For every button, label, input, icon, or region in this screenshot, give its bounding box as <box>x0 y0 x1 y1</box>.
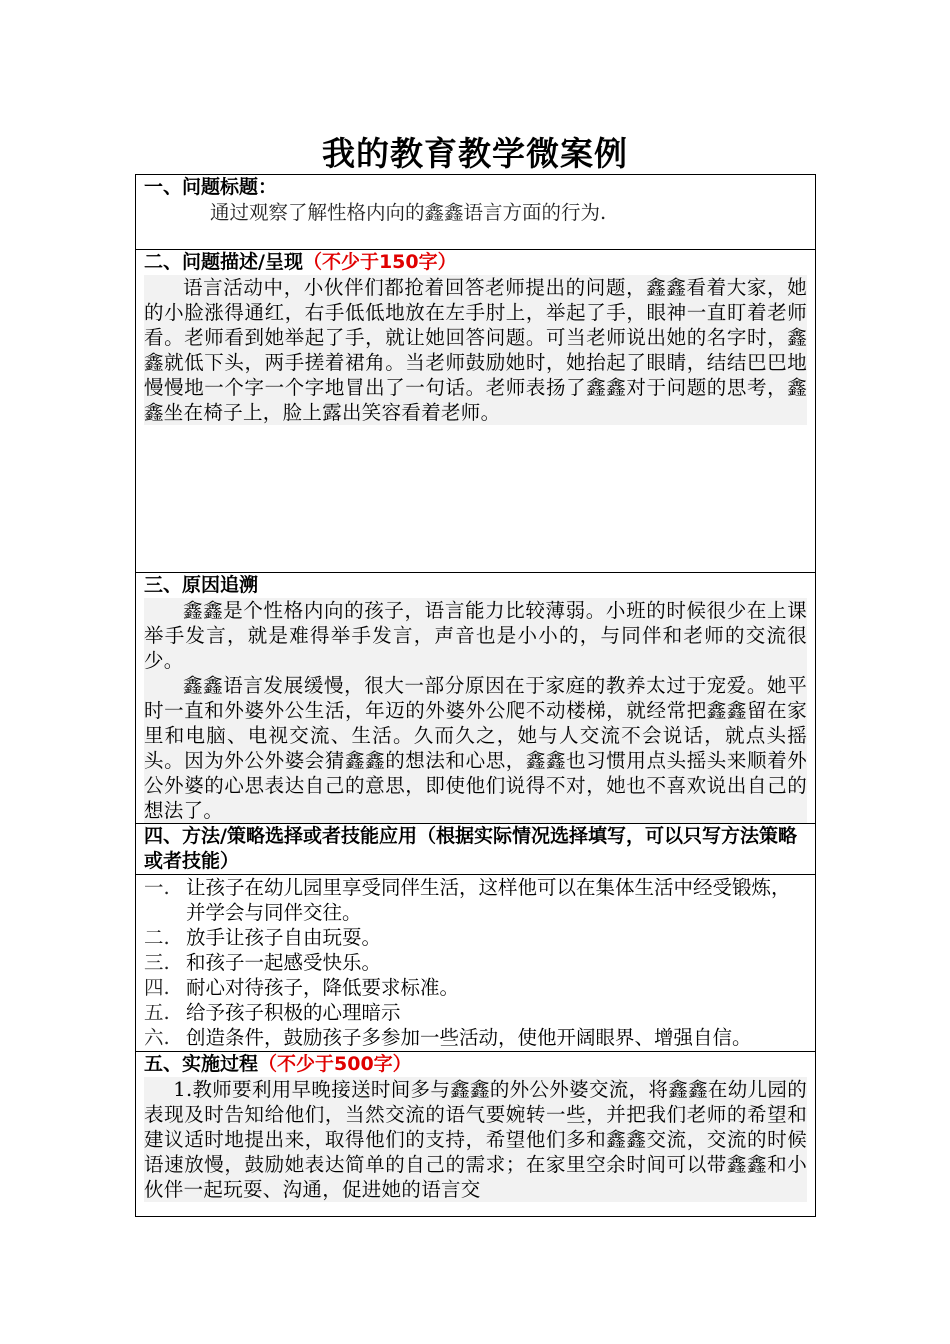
section-1-heading: 一、问题标题： <box>144 176 278 198</box>
section-4-heading: 四、方法/策略选择或者技能应用（根据实际情况选择填写，可以只写方法策略或者技能） <box>144 825 797 872</box>
list-item <box>144 950 807 975</box>
list-text: 和孩子一起感受快乐。 <box>186 951 382 974</box>
section-implementation <box>136 1052 816 1217</box>
list-text: 耐心对待孩子，降低要求标准。 <box>186 976 460 999</box>
section-3-paragraph-2: 鑫鑫语言发展缓慢，很大一部分原因在于家庭的教养太过于宠爱。她平时一直和外婆外公生活，年迈的外婆外公爬不动楼梯，就经常把鑫鑫留在家里和电脑、电视交流、生活。久而久之，她与人交流不会说话，就点头摇头。因为外公外婆会猜鑫鑫的想法和心思，鑫鑫也习惯用点头摇头来顺着外公外婆的心思表达自己的意思，即使他们说得不对，她也不喜欢说出自己的想法了。 <box>144 674 807 822</box>
section-2-heading-line <box>144 250 807 275</box>
section-5-word-count-note: （不少于500字） <box>258 1053 412 1075</box>
page-title: 我的教育教学微案例 <box>322 134 628 173</box>
section-cause-analysis <box>136 573 816 824</box>
list-number: 六. <box>144 1026 170 1049</box>
section-2-word-count-note: （不少于150字） <box>302 251 457 273</box>
section-5-heading: 五、实施过程 <box>144 1053 259 1075</box>
list-text: 让孩子在幼儿园里享受同伴生活，这样他可以在集体生活中经受锻炼，并学会与同伴交往。 <box>186 876 791 924</box>
list-number: 一. <box>144 876 170 899</box>
list-number: 五. <box>144 1001 170 1024</box>
section-method-list-row <box>136 875 816 1052</box>
list-number: 三. <box>144 951 170 974</box>
section-5-body: 1.教师要利用早晚接送时间多与鑫鑫的外公外婆交流，将鑫鑫在幼儿园的表现及时告知给他们，当然交流的语气要婉转一些，并把我们老师的希望和建议适时地提出来，取得他们的支持，希望他们多和鑫鑫交流，交流的时候语速放慢，鼓励她表达简单的自己的需求；在家里空余时间可以带鑫鑫和小伙伴一起玩耍、沟通，促进她的语言交 <box>144 1078 807 1201</box>
list-number: 二. <box>144 926 170 949</box>
list-item <box>144 1000 807 1025</box>
section-3-paragraph-1: 鑫鑫是个性格内向的孩子，语言能力比较薄弱。小班的时候很少在上课举手发言，就是难得举手发言，声音也是小小的，与同伴和老师的交流很少。 <box>144 599 807 672</box>
list-number: 四. <box>144 976 170 999</box>
section-2-body: 语言活动中，小伙伴们都抢着回答老师提出的问题，鑫鑫看着大家，她的小脸涨得通红，右手低低地放在左手肘上，举起了手，眼神一直盯着老师看。老师看到她举起了手，就让她回答问题。可当老师说出她的名字时，鑫鑫就低下头，两手搓着裙角。当老师鼓励她时，她抬起了眼睛，结结巴巴地慢慢地一个字一个字地冒出了一句话。老师表扬了鑫鑫对于问题的思考，鑫鑫坐在椅子上，脸上露出笑容看着老师。 <box>144 276 807 424</box>
method-list <box>144 875 807 1050</box>
section-1-body: 通过观察了解性格内向的鑫鑫语言方面的行为. <box>210 201 607 224</box>
case-table <box>135 174 816 1217</box>
section-5-heading-line <box>144 1052 807 1077</box>
section-3-heading: 三、原因追溯 <box>144 574 259 596</box>
list-item <box>144 875 807 925</box>
section-method-heading-row <box>136 824 816 875</box>
list-text: 给予孩子积极的心理暗示 <box>186 1001 401 1024</box>
list-text: 放手让孩子自由玩耍。 <box>186 926 382 949</box>
list-text: 创造条件，鼓励孩子多参加一些活动，使他开阔眼界、增强自信。 <box>186 1026 752 1049</box>
section-2-heading: 二、问题描述/呈现 <box>144 251 303 273</box>
list-item <box>144 975 807 1000</box>
section-problem-title <box>136 175 816 250</box>
list-item <box>144 1025 807 1050</box>
section-problem-description <box>136 250 816 573</box>
list-item <box>144 925 807 950</box>
